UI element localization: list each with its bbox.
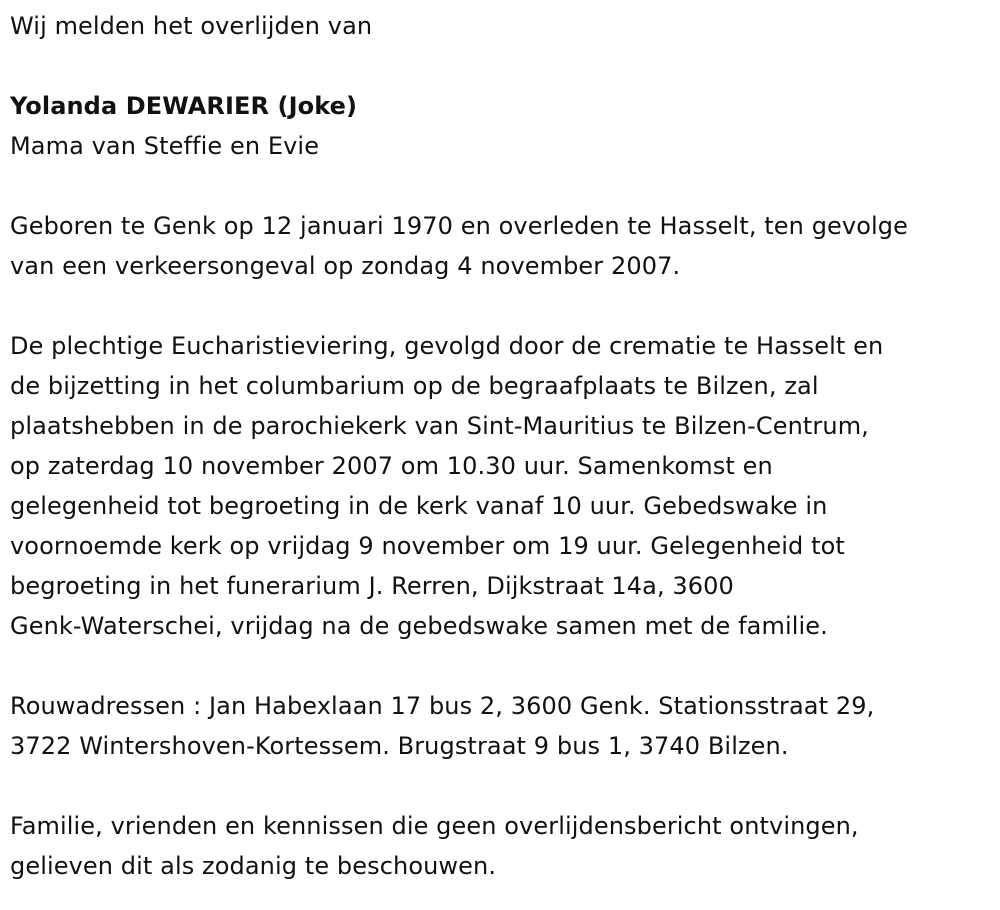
ceremony-paragraph <box>10 326 1000 646</box>
addresses-paragraph <box>10 686 1000 766</box>
paragraph-line: voornoemde kerk op vrijdag 9 november om 19 uur. Gelegenheid tot <box>10 532 845 560</box>
paragraph-line: De plechtige Eucharistieviering, gevolgd door de crematie te Hasselt en <box>10 332 884 360</box>
paragraph-line: Genk-Waterschei, vrijdag na de gebedswake samen met de familie. <box>10 612 828 640</box>
paragraph-line: gelieven dit als zodanig te beschouwen. <box>10 852 497 880</box>
paragraph-line: op zaterdag 10 november 2007 om 10.30 uur. Samenkomst en <box>10 452 773 480</box>
spacer <box>10 766 1000 806</box>
paragraph-line: 3722 Wintershoven-Kortessem. Brugstraat 9 bus 1, 3740 Bilzen. <box>10 732 789 760</box>
closing-paragraph <box>10 806 1000 886</box>
paragraph-line: de bijzetting in het columbarium op de begraafplaats te Bilzen, zal <box>10 372 819 400</box>
paragraph-line: gelegenheid tot begroeting in de kerk vanaf 10 uur. Gebedswake in <box>10 492 828 520</box>
paragraph-line: Rouwadressen : Jan Habexlaan 17 bus 2, 3600 Genk. Stationsstraat 29, <box>10 692 875 720</box>
paragraph-line: begroeting in het funerarium J. Rerren, Dijkstraat 14a, 3600 <box>10 572 734 600</box>
paragraph-line: Familie, vrienden en kennissen die geen overlijdensbericht ontvingen, <box>10 812 859 840</box>
spacer <box>10 286 1000 326</box>
birth-paragraph <box>10 206 1000 286</box>
paragraph-line: Geboren te Genk op 12 januari 1970 en overleden te Hasselt, ten gevolge <box>10 212 908 240</box>
spacer <box>10 46 1000 86</box>
subtitle-text: Mama van Steffie en Evie <box>10 132 320 160</box>
spacer <box>10 166 1000 206</box>
deceased-name: Yolanda DEWARIER (Joke) <box>10 92 358 120</box>
paragraph-line: plaatshebben in de parochiekerk van Sint-Mauritius te Bilzen-Centrum, <box>10 412 869 440</box>
intro-text: Wij melden het overlijden van <box>10 12 373 40</box>
spacer <box>10 646 1000 686</box>
paragraph-line: van een verkeersongeval op zondag 4 november 2007. <box>10 252 681 280</box>
